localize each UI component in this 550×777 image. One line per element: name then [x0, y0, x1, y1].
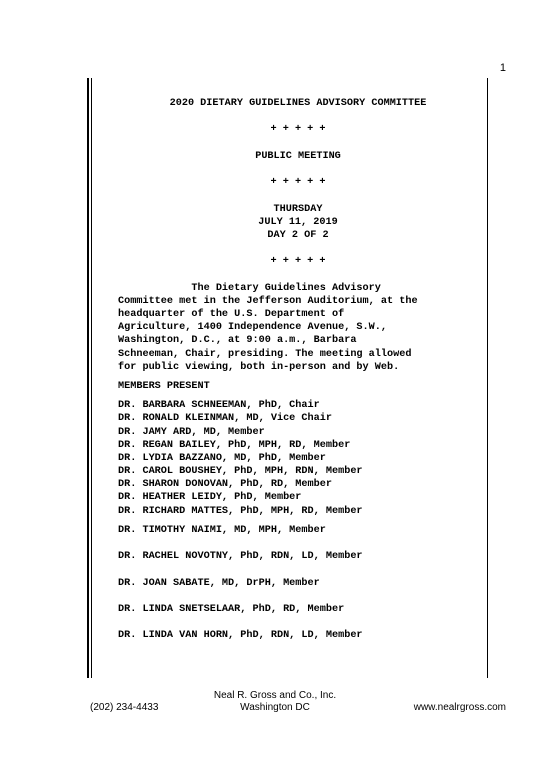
footer-phone: (202) 234-4433 — [90, 702, 159, 713]
meeting-date: JULY 11, 2019 — [258, 216, 338, 228]
transcript-body — [118, 97, 478, 643]
member-entry: DR. REGAN BAILEY, PhD, MPH, RD, Member — [118, 439, 351, 451]
separator: + + + + + — [270, 124, 326, 136]
members-heading: MEMBERS PRESENT — [118, 380, 210, 392]
intro-line: The Dietary Guidelines Advisory — [118, 282, 381, 294]
member-entry: DR. LINDA VAN HORN, PhD, RDN, LD, Member — [118, 630, 363, 642]
intro-line: Agriculture, 1400 Independence Avenue, S.W., — [118, 322, 387, 334]
right-margin-rule — [487, 78, 488, 678]
members-list — [118, 399, 478, 642]
footer-company: Neal R. Gross and Co., Inc. — [213, 690, 337, 701]
member-entry: DR. CAROL BOUSHEY, PhD, MPH, RDN, Member — [118, 466, 363, 478]
member-entry: DR. SHARON DONOVAN, PhD, RD, Member — [118, 479, 332, 491]
member-entry: DR. TIMOTHY NAIMI, MD, MPH, Member — [118, 524, 326, 536]
member-entry: DR. RACHEL NOVOTNY, PhD, RDN, LD, Member — [118, 551, 363, 563]
intro-line: Washington, D.C., at 9:00 a.m., Barbara — [118, 335, 357, 347]
day-of: DAY 2 OF 2 — [267, 229, 329, 241]
separator: + + + + + — [270, 256, 326, 268]
member-entry: DR. JOAN SABATE, MD, DrPH, Member — [118, 577, 320, 589]
day-name: THURSDAY — [273, 203, 323, 215]
member-entry: DR. LINDA SNETSELAAR, PhD, RD, Member — [118, 603, 345, 615]
member-entry: DR. JAMY ARD, MD, Member — [118, 426, 265, 438]
footer-city: Washington DC — [240, 702, 310, 713]
member-entry: DR. RICHARD MATTES, PhD, MPH, RD, Member — [118, 505, 363, 517]
intro-line: Schneeman, Chair, presiding. The meeting allowed — [118, 348, 412, 360]
intro-line: headquarter of the U.S. Department of — [118, 309, 345, 320]
meeting-type: PUBLIC MEETING — [255, 150, 341, 162]
member-entry: DR. HEATHER LEIDY, PhD, Member — [118, 492, 302, 504]
separator: + + + + + — [270, 177, 326, 189]
member-entry: DR. LYDIA BAZZANO, MD, PhD, Member — [118, 452, 326, 464]
page-number: 1 — [499, 62, 506, 74]
left-margin-rule-inner — [91, 78, 92, 678]
intro-line: for public viewing, both in-person and by Web. — [118, 361, 400, 373]
member-entry: DR. RONALD KLEINMAN, MD, Vice Chair — [118, 413, 332, 425]
member-entry: DR. BARBARA SCHNEEMAN, PhD, Chair — [118, 400, 320, 412]
intro-paragraph — [118, 282, 478, 374]
footer-website: www.nealrgross.com — [413, 702, 506, 713]
intro-line: Committee met in the Jefferson Auditorium, at the — [118, 295, 418, 307]
committee-title: 2020 DIETARY GUIDELINES ADVISORY COMMITTEE — [169, 98, 427, 109]
left-margin-rule — [87, 78, 89, 678]
